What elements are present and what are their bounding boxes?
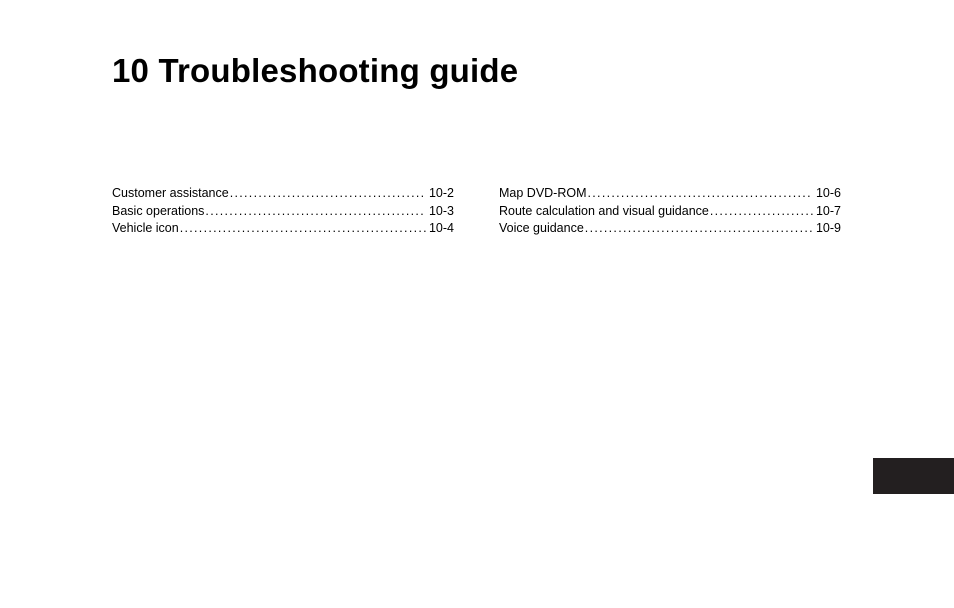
toc-entry-page: 10-9 bbox=[815, 221, 841, 235]
toc-entry-label: Customer assistance bbox=[112, 186, 229, 200]
toc-dot-leader bbox=[230, 185, 426, 203]
chapter-thumb-tab bbox=[873, 458, 954, 494]
toc-dot-leader bbox=[585, 220, 813, 238]
toc-entry[interactable] bbox=[499, 185, 841, 203]
toc-right-column bbox=[499, 185, 841, 238]
toc-dot-leader bbox=[588, 185, 813, 203]
toc-entry-page: 10-4 bbox=[428, 221, 454, 235]
toc-dot-leader bbox=[710, 203, 813, 221]
toc-left-column bbox=[112, 185, 454, 238]
toc-entry-page: 10-2 bbox=[428, 186, 454, 200]
toc-dot-leader bbox=[180, 220, 426, 238]
chapter-title: 10 Troubleshooting guide bbox=[112, 52, 519, 89]
toc-entry[interactable] bbox=[112, 185, 454, 203]
toc-entry[interactable] bbox=[499, 220, 841, 238]
toc-entry[interactable] bbox=[112, 203, 454, 221]
toc-entry-page: 10-7 bbox=[815, 203, 841, 218]
toc-entry[interactable] bbox=[499, 203, 841, 221]
toc-entry-label: Map DVD-ROM bbox=[499, 186, 587, 200]
toc-entry-label: Vehicle icon bbox=[112, 221, 179, 235]
toc-entry[interactable] bbox=[112, 220, 454, 238]
toc-entry-label: Route calculation and visual guidance bbox=[499, 203, 709, 218]
toc-entry-label: Voice guidance bbox=[499, 221, 584, 235]
toc-entry-page: 10-6 bbox=[815, 186, 841, 200]
toc-entry-page: 10-3 bbox=[428, 203, 454, 218]
toc-dot-leader bbox=[205, 203, 426, 221]
toc-entry-label: Basic operations bbox=[112, 203, 205, 218]
